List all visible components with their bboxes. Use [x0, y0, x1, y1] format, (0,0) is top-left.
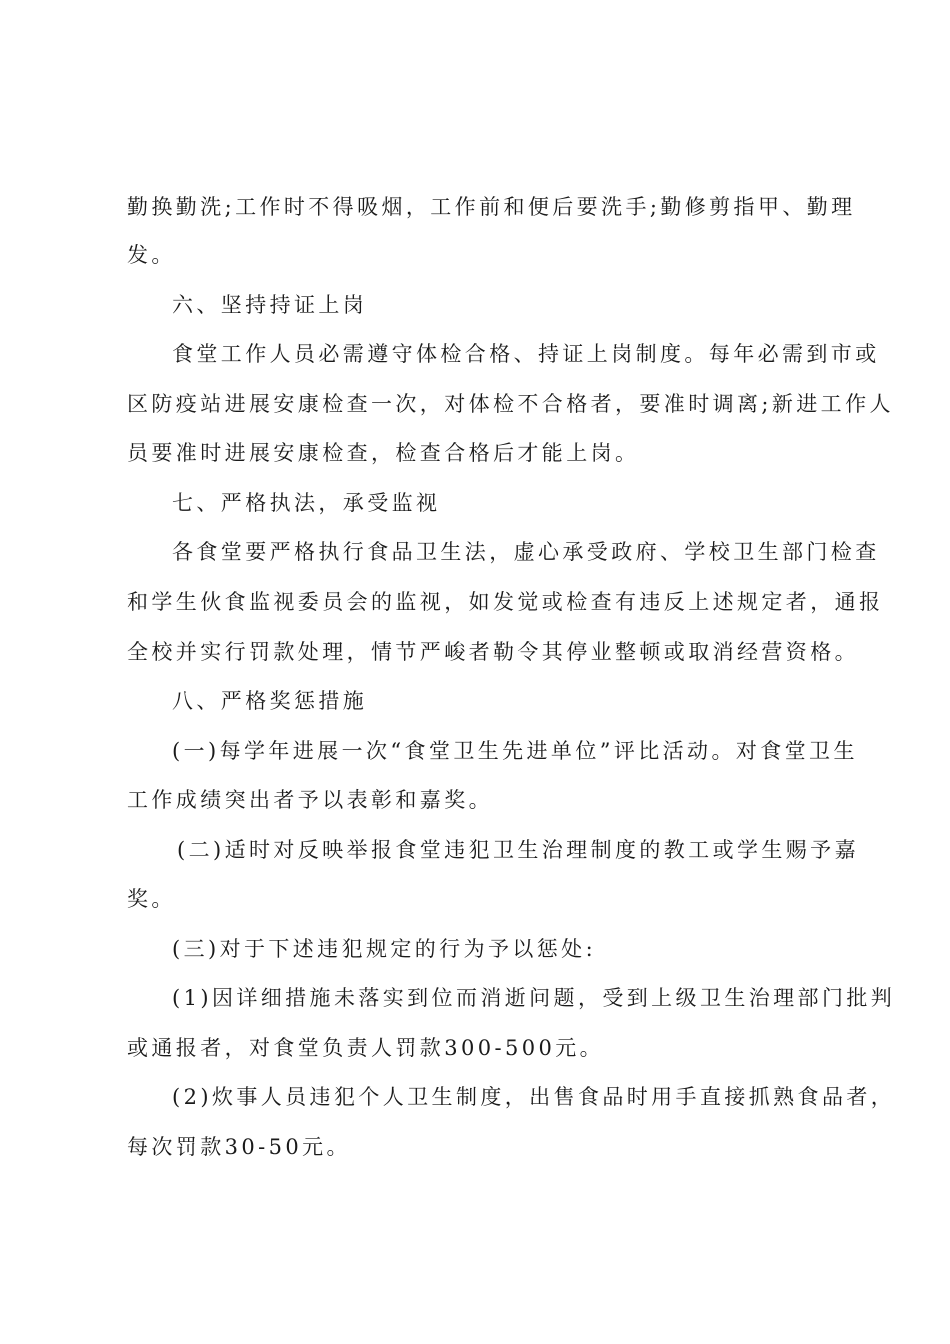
- paragraph-line: 食堂工作人员必需遵守体检合格、持证上岗制度。每年必需到市或: [172, 342, 880, 366]
- paragraph-line: (2)炊事人员违犯个人卫生制度，出售食品时用手直接抓熟食品者，: [172, 1085, 896, 1109]
- paragraph-line: (二)适时对反映举报食堂违犯卫生治理制度的教工或学生赐予嘉: [177, 838, 859, 862]
- paragraph-line: (1)因详细措施未落实到位而消逝问题，受到上级卫生治理部门批判: [172, 986, 896, 1010]
- paragraph-line: 全校并实行罚款处理，情节严峻者勒令其停业整顿或取消经营资格。: [127, 640, 859, 664]
- paragraph-line: 各食堂要严格执行食品卫生法，虚心承受政府、学校卫生部门检查: [172, 540, 880, 564]
- paragraph-line: 员要准时进展安康检查，检查合格后才能上岗。: [127, 441, 640, 465]
- paragraph-line: (一)每学年进展一次“食堂卫生先进单位”评比活动。对食堂卫生: [172, 739, 858, 763]
- section-heading: 六、坚持持证上岗: [172, 293, 368, 317]
- paragraph-line: 发。: [127, 243, 176, 267]
- paragraph-line: 奖。: [127, 887, 176, 911]
- paragraph-line: 每次罚款30-50元。: [127, 1135, 351, 1159]
- paragraph-line: 和学生伙食监视委员会的监视，如发觉或检查有违反上述规定者，通报: [127, 590, 884, 614]
- paragraph-line: (三)对于下述违犯规定的行为予以惩处:: [172, 937, 597, 961]
- section-heading: 七、严格执法，承受监视: [172, 491, 441, 515]
- section-heading: 八、严格奖惩措施: [172, 689, 368, 713]
- paragraph-line: 勤换勤洗;工作时不得吸烟，工作前和便后要洗手;勤修剪指甲、勤理: [127, 195, 856, 219]
- paragraph-line: 工作成绩突出者予以表彰和嘉奖。: [127, 788, 493, 812]
- paragraph-line: 区防疫站进展安康检查一次，对体检不合格者，要准时调离;新进工作人: [127, 392, 894, 416]
- paragraph-line: 或通报者，对食堂负责人罚款300-500元。: [127, 1036, 605, 1060]
